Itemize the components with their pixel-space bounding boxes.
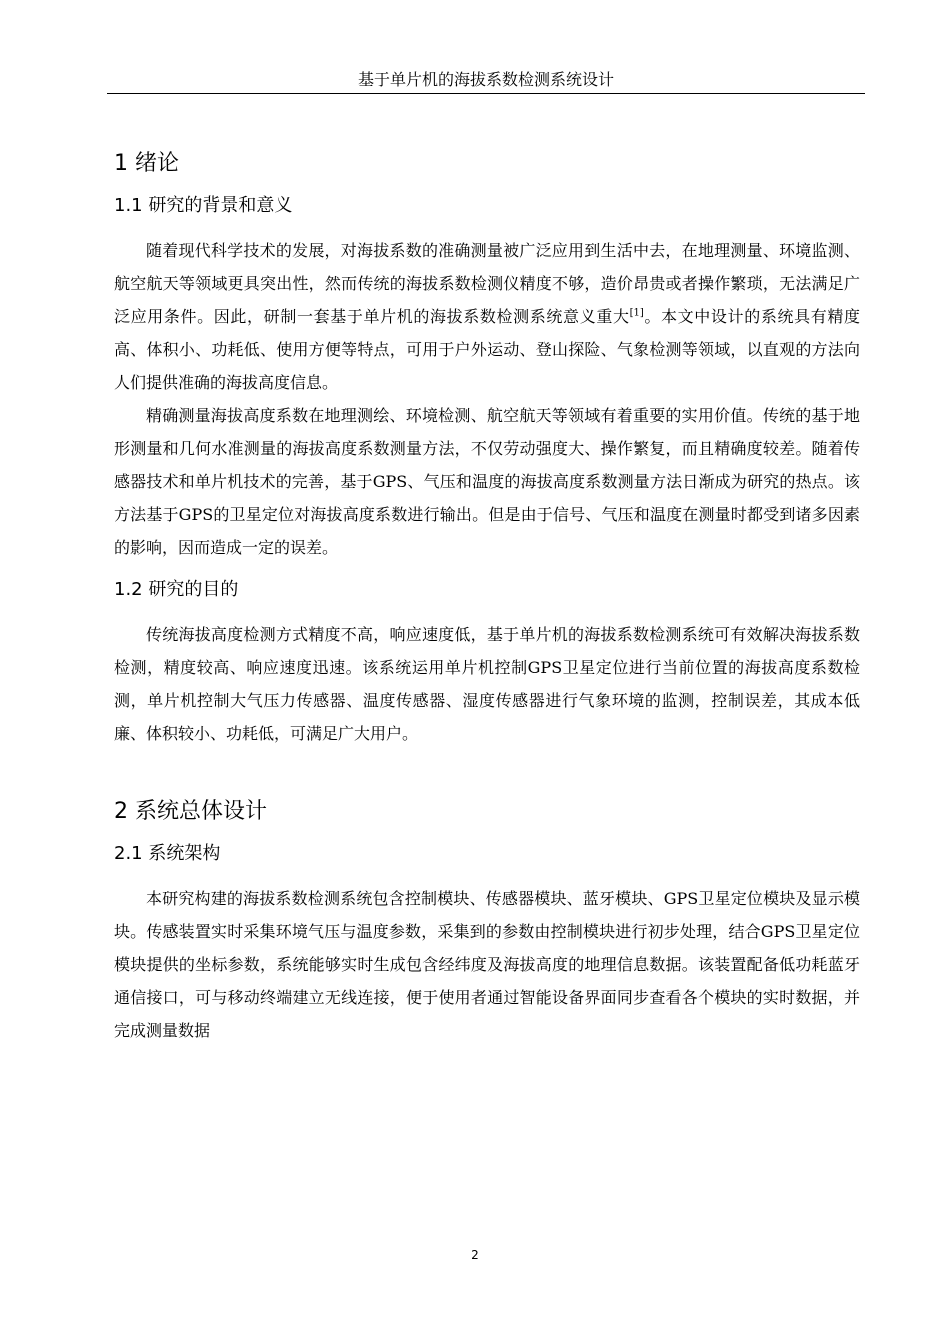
section-1-2-heading: 1.2 研究的目的 — [114, 579, 239, 600]
section-2-1-heading: 2.1 系统架构 — [114, 843, 221, 864]
page-header: 基于单片机的海拔系数检测系统设计 — [107, 68, 865, 94]
paragraph-1-1-a — [114, 234, 860, 399]
paragraph-1-2-a: 传统海拔高度检测方式精度不高，响应速度低，基于单片机的海拔系数检测系统可有效解决海拔系数检测，精度较高、响应速度迅速。该系统运用单片机控制GPS卫星定位进行当前位置的海拔高度系数检测，单片机控制大气压力传感器、温度传感器、湿度传感器进行气象环境的监测，控制误差，其成本低廉、体积较小、功耗低，可满足广大用户。 — [114, 625, 860, 743]
paragraph-2-1-a: 本研究构建的海拔系数检测系统包含控制模块、传感器模块、蓝牙模块、GPS卫星定位模块及显示模块。传感装置实时采集环境气压与温度参数，采集到的参数由控制模块进行初步处理，结合GPS卫星定位模块提供的坐标参数，系统能够实时生成包含经纬度及海拔高度的地理信息数据。该装置配备低功耗蓝牙通信接口，可与移动终端建立无线连接，便于使用者通过智能设备界面同步查看各个模块的实时数据，并完成测量数据 — [114, 889, 860, 1040]
section-1-1-heading: 1.1 研究的背景和意义 — [114, 195, 293, 216]
document-body — [114, 138, 860, 1047]
page-number: 2 — [471, 1248, 479, 1262]
paragraph-text: 随着现代科学技术的发展，对海拔系数的准确测量被广泛应用到生活中去，在地理测量、环境监测、航空航天等领域更具突出性，然而传统的海拔系数检测仪精度不够，造价昂贵或者操作繁琐，无法满足广泛应用条件。因此，研制一套基于单片机的海拔系数检测系统意义重大 — [114, 241, 860, 326]
section-1-heading: 1 绪论 — [114, 151, 179, 176]
section-2-heading: 2 系统总体设计 — [114, 799, 267, 824]
citation-marker[interactable]: [1] — [629, 307, 644, 319]
paragraph-text: 。本文中设计的系统具有精度高、体积小、功耗低、使用方便等特点，可用于户外运动、登山探险、气象检测等领域，以直观的方法向人们提供准确的海拔高度信息。 — [114, 307, 860, 392]
paragraph-1-1-b: 精确测量海拔高度系数在地理测绘、环境检测、航空航天等领域有着重要的实用价值。传统的基于地形测量和几何水准测量的海拔高度系数测量方法，不仅劳动强度大、操作繁复，而且精确度较差。随着传感器技术和单片机技术的完善，基于GPS、气压和温度的海拔高度系数测量方法日渐成为研究的热点。该方法基于GPS的卫星定位对海拔高度系数进行输出。但是由于信号、气压和温度在测量时都受到诸多因素的影响，因而造成一定的误差。 — [114, 406, 860, 557]
